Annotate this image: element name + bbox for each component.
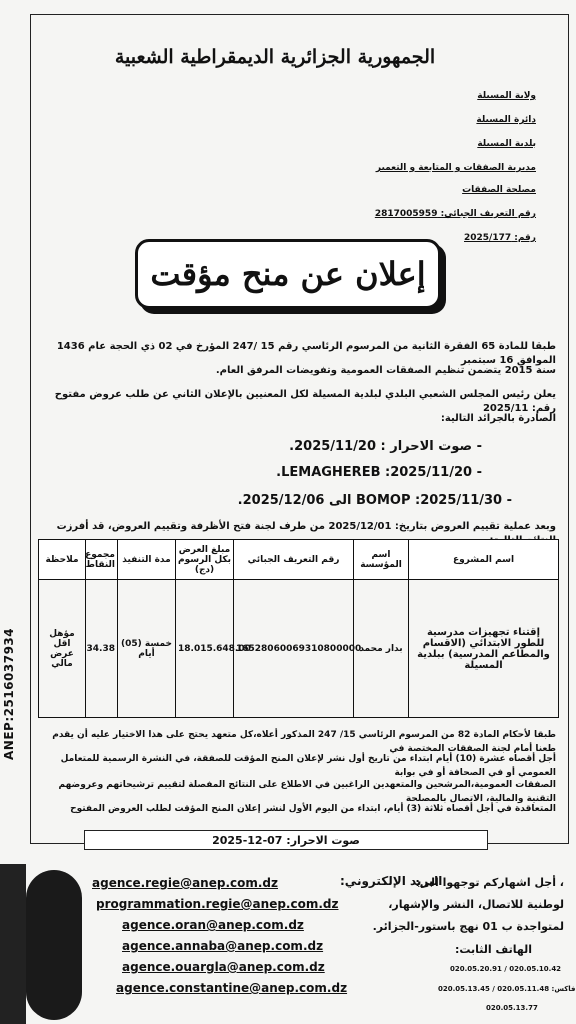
header-project: اسم المشروع bbox=[409, 540, 559, 580]
results-table bbox=[38, 539, 559, 718]
tender-notice: يعلن رئيس المجلس الشعبي البلدي لبلدية المسيلة لكل المعنيين بالإعلان الثاني عن طلب عروض مفتوح رقم: 2025/11 bbox=[54, 389, 556, 414]
republic-header: الجمهورية الجزائرية الديمقراطية الشعبية bbox=[114, 46, 436, 68]
cell-company: بدار محمد bbox=[354, 580, 409, 718]
cell-duration: خمسة (05) أيام bbox=[118, 580, 176, 718]
fax-numbers: فاكس: 020.05.11.48 / 020.05.13.45 bbox=[438, 985, 576, 993]
cell-remark: مؤهل اقل عرض مالي bbox=[39, 580, 86, 718]
appeal-line-2: أجل أقصاه عشرة (10) أيام ابتداء من تاريخ أول نشر لإعلان المنح المؤقت للصفقة، في النشرة الرسمية للمتعامل العمومي أو في الصحافة أو في بوابة bbox=[60, 754, 556, 778]
footer-strip bbox=[0, 864, 26, 1024]
appeal-line-1: طبقا لأحكام المادة 82 من المرسوم الرئاسي 15/ 247 المذكور أعلاه،كل متعهد يحتج على هذا الاختيار عليه أن يقدم طعنا أمام لجنة الصفقات المختصة في bbox=[52, 730, 556, 754]
anep-reference: ANEP:2516037934 bbox=[2, 627, 16, 760]
email-annaba[interactable]: agence.annaba@anep.com.dz bbox=[122, 939, 324, 953]
header-tax-id: رقم التعريف الجبائي bbox=[234, 540, 354, 580]
email-oran[interactable]: agence.oran@anep.com.dz bbox=[122, 918, 304, 932]
cell-project: إقتناء تجهيزات مدرسية للطور الابتدائي (الاقسام والمطاعم المدرسية) ببلدية المسيلة bbox=[409, 580, 559, 718]
cell-score: 34.38 bbox=[86, 580, 118, 718]
publication-date-bar: صوت الاحرار: 07-12-2025 bbox=[84, 830, 488, 850]
email-programmation[interactable]: programmation.regie@anep.com.dz bbox=[96, 897, 339, 911]
admin-line-3: بلدية المسيلة bbox=[477, 139, 536, 149]
cell-tax-id: 16528060069310800000 bbox=[234, 580, 354, 718]
newspaper-1: - صوت الاحرار : 2025/11/20. bbox=[289, 439, 482, 454]
admin-line-5: مصلحة الصفقات bbox=[462, 185, 536, 195]
email-constantine[interactable]: agence.constantine@anep.com.dz bbox=[116, 981, 348, 995]
reference-number: رقم: 2025/177 bbox=[464, 233, 536, 243]
anep-logo-oval bbox=[26, 870, 82, 1020]
announcement-title: إعلان عن منح مؤقت bbox=[135, 239, 441, 309]
admin-line-2: دائرة المسيلة bbox=[476, 115, 536, 125]
footer-line-1: ، أجل اشهاركم توجهوا الى: bbox=[415, 876, 564, 889]
header-score: مجموع النقاط bbox=[86, 540, 118, 580]
appeal-line-4: المتعاقدة في أجل أقصاه ثلاثة (3) أيام، ابتداء من اليوم الأول لنشر إعلان المنح المؤقت لطلب العروض المفتوح bbox=[70, 804, 556, 814]
appeal-line-3: الصفقات العمومية،المرشحين والمتعهدين الراغبين في الاطلاع على النتائج المفصلة لتقييم ترشيحاتهم وعروضهم التقنية والمالية، الاتصال بالمصلحة bbox=[58, 780, 556, 804]
newspaper-2: - LEMAGHEREB :2025/11/20. bbox=[276, 465, 482, 480]
footer-line-3: لمتواجدة ب 01 نهج باستور-الجزائر. bbox=[372, 920, 564, 933]
header-duration: مدة التنفيذ bbox=[118, 540, 176, 580]
email-ouargla[interactable]: agence.ouargla@anep.com.dz bbox=[122, 960, 325, 974]
newspapers-intro: الصادرة بالجرائد التالية: bbox=[440, 413, 556, 424]
fax-number-extra: 020.05.13.77 bbox=[486, 1004, 538, 1012]
header-amount: مبلغ العرض بكل الرسوم (دج) bbox=[176, 540, 234, 580]
footer-line-4: الهاتف الثابت: bbox=[454, 943, 532, 956]
admin-line-1: ولاية المسيلة bbox=[477, 91, 536, 101]
footer-line-2: لوطنية للاتصال، النشر والإشهار، bbox=[388, 898, 564, 911]
evaluation-statement: وبعد عملية تقييم العروض بتاريخ: 2025/12/01 من طرف لجنة فتح الأظرفة وتقييم العروض، قد أفرزت النتائج التالية: bbox=[56, 521, 556, 546]
cell-amount: 18.015.648.00 bbox=[176, 580, 234, 718]
legal-basis-line-2: سنة 2015 يتضمن تنظيم الصفقات العمومية وتفويضات المرفق العام. bbox=[215, 365, 556, 376]
newspaper-3: - BOMOP :2025/11/30 الى 2025/12/06. bbox=[237, 493, 512, 508]
header-remark: ملاحظة bbox=[39, 540, 86, 580]
tax-id-line: رقم التعريف الجبائي: 2817005959 bbox=[374, 209, 536, 219]
email-regie[interactable]: agence.regie@anep.com.dz bbox=[92, 876, 278, 890]
legal-basis-line-1: طبقا للمادة 65 الفقرة الثانية من المرسوم الرئاسي رقم 15 /247 المؤرخ في 02 ذي الحجة عام 1436 الموافق 16 سبتمبر bbox=[56, 341, 556, 366]
phone-numbers: 020.05.20.91 / 020.05.10.42 bbox=[450, 965, 562, 973]
email-label: البريد الإلكتروني: bbox=[340, 874, 443, 888]
header-company: اسم المؤسسة bbox=[354, 540, 409, 580]
admin-line-4: مديرية الصفقات و المتابعة و التعمير bbox=[375, 163, 536, 173]
